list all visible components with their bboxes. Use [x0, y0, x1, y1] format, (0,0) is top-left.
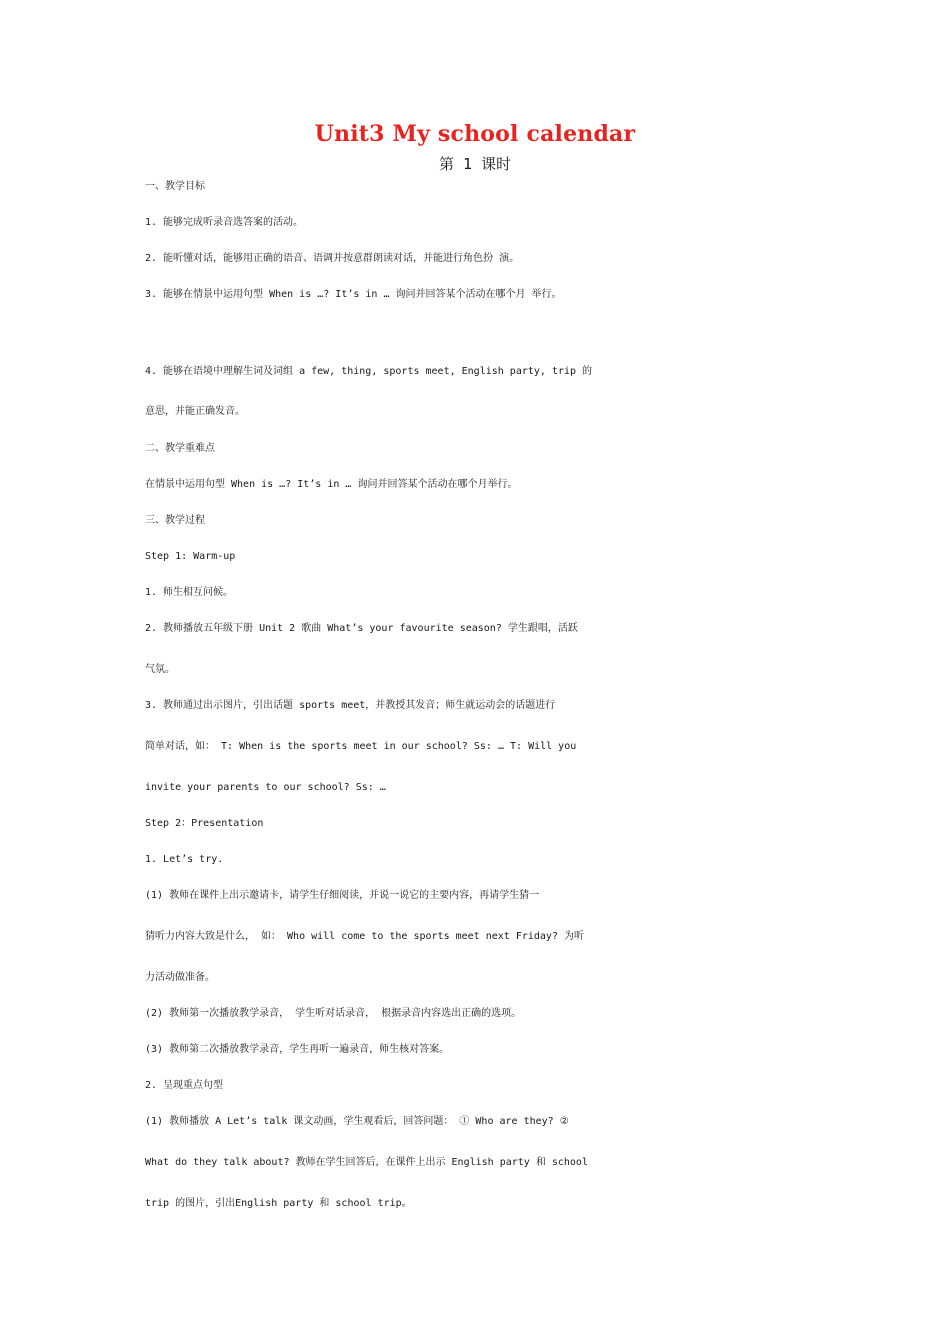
step-2-sub-1: (1) 教师在课件上出示邀请卡，请学生仔细阅读，并说一说它的主要内容，再请学生猜一 [145, 890, 540, 901]
step-1-item-2: 2. 教师播放五年级下册 Unit 2 歌曲 What’s your favourite season? 学生跟唱，活跃 [145, 623, 578, 634]
step-2-item-2-sub-1: (1) 教师播放 A Let’s talk 课文动画，学生观看后，回答问题： ① Who are they? ② [145, 1116, 569, 1127]
objective-item-3: 3. 能够在情景中运用句型 When is …? It’s in … 询问并回答某个活动在哪个月 举行。 [145, 289, 562, 300]
step-2-sub-1-cont-2: 力活动做准备。 [145, 972, 215, 983]
step-2-item-2-sub-1-cont-1: What do they talk about? 教师在学生回答后，在课件上出示 English party 和 school [145, 1157, 588, 1168]
section-heading-process: 三、教学过程 [145, 515, 205, 526]
step-1-item-2-cont: 气氛。 [145, 664, 175, 675]
lesson-number: 第 1 课时 [438, 155, 512, 173]
section-heading-key-points: 二、教学重难点 [145, 443, 215, 454]
objective-item-4: 4. 能够在语境中理解生词及词组 a few, thing, sports meet, English party, trip 的 [145, 366, 593, 377]
step-1-item-3-cont-2: invite your parents to our school? Ss: … [145, 782, 386, 793]
step-1-item-1: 1. 师生相互问候。 [145, 587, 234, 598]
step-2-sub-1-cont-1: 猜听力内容大致是什么， 如： Who will come to the sports meet next Friday? 为听 [145, 931, 584, 942]
step-1-item-3: 3. 教师通过出示图片，引出话题 sports meet，并教授其发音；师生就运动会的话题进行 [145, 700, 556, 711]
step-2-sub-2: (2) 教师第一次播放教学录音， 学生听对话录音， 根据录音内容选出正确的选项。 [145, 1008, 522, 1019]
step-2-item-2: 2. 呈现重点句型 [145, 1080, 224, 1091]
document-title: Unit3 My school calendar [314, 121, 636, 147]
step-2-heading: Step 2：Presentation [145, 818, 264, 829]
section-heading-objectives: 一、教学目标 [145, 181, 205, 192]
step-2-item-2-sub-1-cont-2: trip 的图片，引出English party 和 school trip。 [145, 1198, 412, 1209]
objective-item-2: 2. 能听懂对话，能够用正确的语音、语调并按意群朗读对话，并能进行角色扮 演。 [145, 253, 520, 264]
step-1-item-3-cont-1: 简单对话，如： T: When is the sports meet in our school? Ss: … T: Will you [145, 741, 577, 752]
step-1-heading: Step 1: Warm-up [145, 551, 236, 562]
key-point-text: 在情景中运用句型 When is …? It’s in … 询问并回答某个活动在哪个月举行。 [145, 479, 518, 490]
step-2-sub-3: (3) 教师第二次播放教学录音，学生再听一遍录音，师生核对答案。 [145, 1044, 450, 1055]
objective-item-4-cont: 意思，并能正确发音。 [145, 406, 245, 417]
step-2-item-1: 1. Let’s try. [145, 854, 224, 865]
objective-item-1: 1. 能够完成听录音选答案的活动。 [145, 217, 304, 228]
